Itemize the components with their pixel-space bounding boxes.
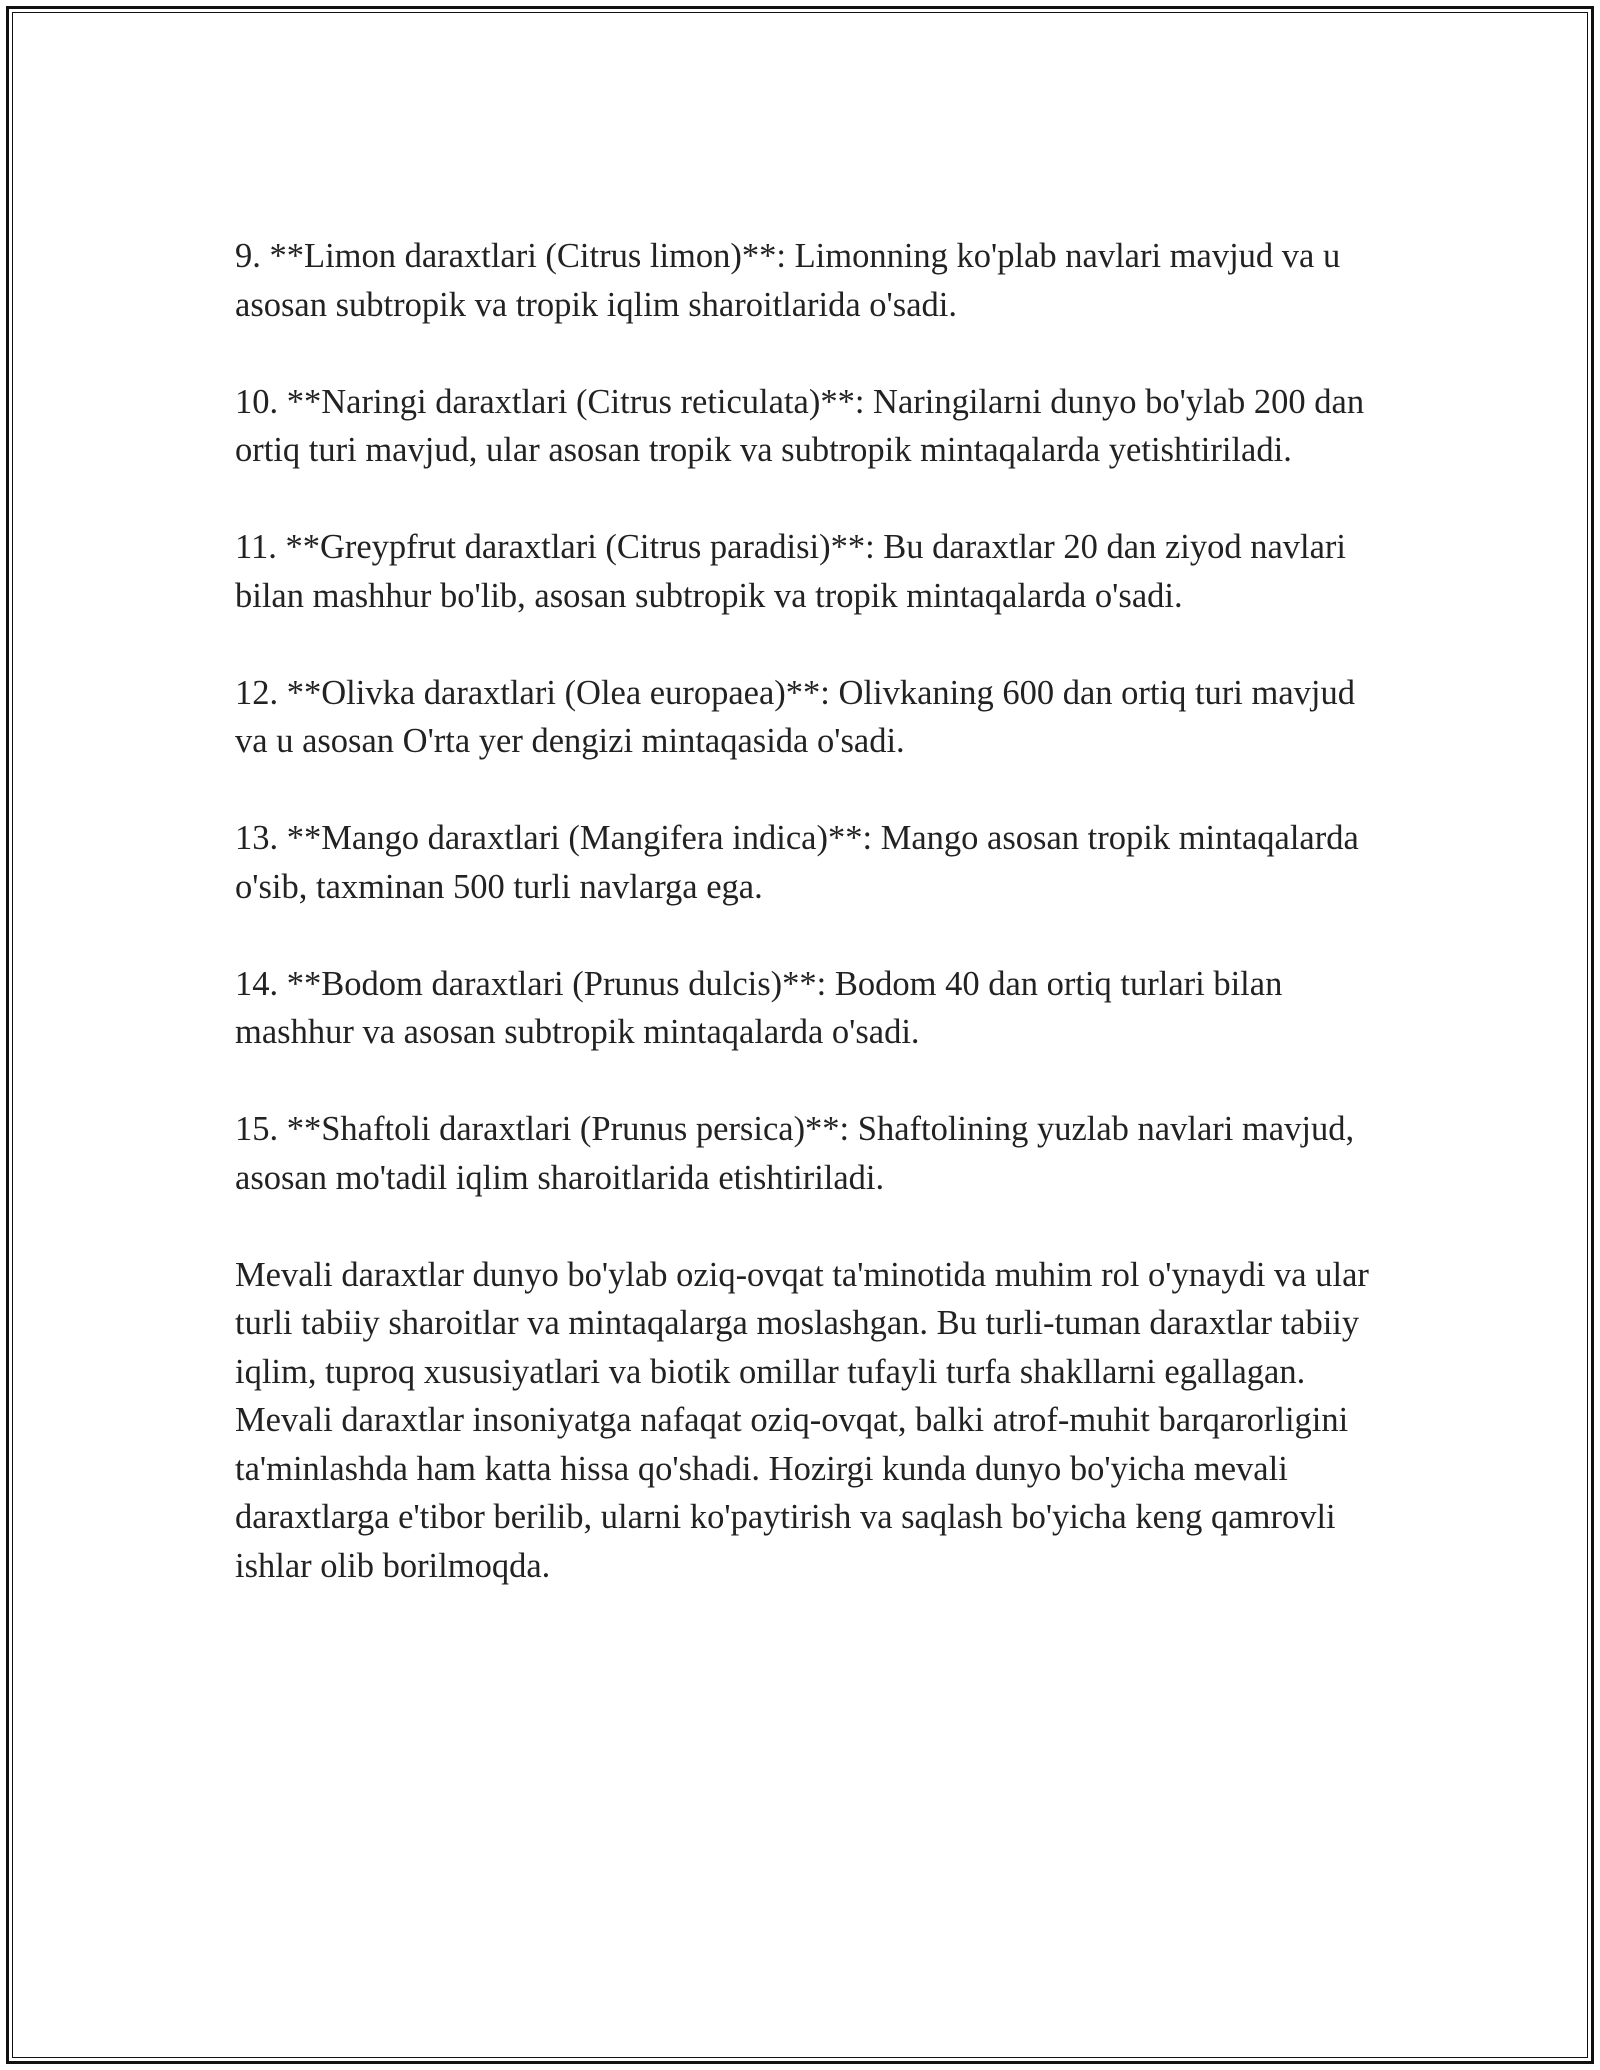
list-item-naringi: 10. **Naringi daraxtlari (Citrus reticulata)**: Naringilarni dunyo bo'ylab 200 dan ortiq turi mavjud, ular asosan tropik va subtropik mintaqalarda yetishtiriladi.	[235, 382, 1365, 469]
list-item-mango: 13. **Mango daraxtlari (Mangifera indica)**: Mango asosan tropik mintaqalarda o'sib, taxminan 500 turli navlarga ega.	[235, 819, 1359, 906]
document-body	[235, 232, 1375, 1590]
list-item-olivka: 12. **Olivka daraxtlari (Olea europaea)**: Olivkaning 600 dan ortiq turi mavjud va u asosan O'rta yer dengizi mintaqasida o'sadi.	[235, 673, 1355, 760]
list-item-shaftoli: 15. **Shaftoli daraxtlari (Prunus persica)**: Shaftolining yuzlab navlari mavjud, asosan mo'tadil iqlim sharoitlarida etishtiriladi.	[235, 1110, 1355, 1197]
list-item-bodom: 14. **Bodom daraxtlari (Prunus dulcis)**: Bodom 40 dan ortiq turlari bilan mashhur va asosan subtropik mintaqalarda o'sadi.	[235, 964, 1283, 1051]
conclusion-paragraph: Mevali daraxtlar dunyo bo'ylab oziq-ovqat ta'minotida muhim rol o'ynaydi va ular turli tabiiy sharoitlar va mintaqalarga moslashgan. Bu turli-tuman daraxtlar tabiiy iqlim, tuproq xususiyatlari va biotik omillar tufayli turfa shakllarni egallagan. Mevali daraxtlar insoniyatga nafaqat oziq-ovqat, balki atrof-muhit barqarorligini ta'minlashda ham katta hissa qo'shadi. Hozirgi kunda dunyo bo'yicha mevali daraxtlarga e'tibor berilib, ularni ko'paytirish va saqlash bo'yicha keng qamrovli ishlar olib borilmoqda.	[235, 1255, 1369, 1585]
list-item-limon: 9. **Limon daraxtlari (Citrus limon)**: Limonning ko'plab navlari mavjud va u asosan subtropik va tropik iqlim sharoitlarida o'sadi.	[235, 237, 1341, 324]
list-item-greypfrut: 11. **Greypfrut daraxtlari (Citrus paradisi)**: Bu daraxtlar 20 dan ziyod navlari bilan mashhur bo'lib, asosan subtropik va tropik mintaqalarda o'sadi.	[235, 528, 1347, 615]
